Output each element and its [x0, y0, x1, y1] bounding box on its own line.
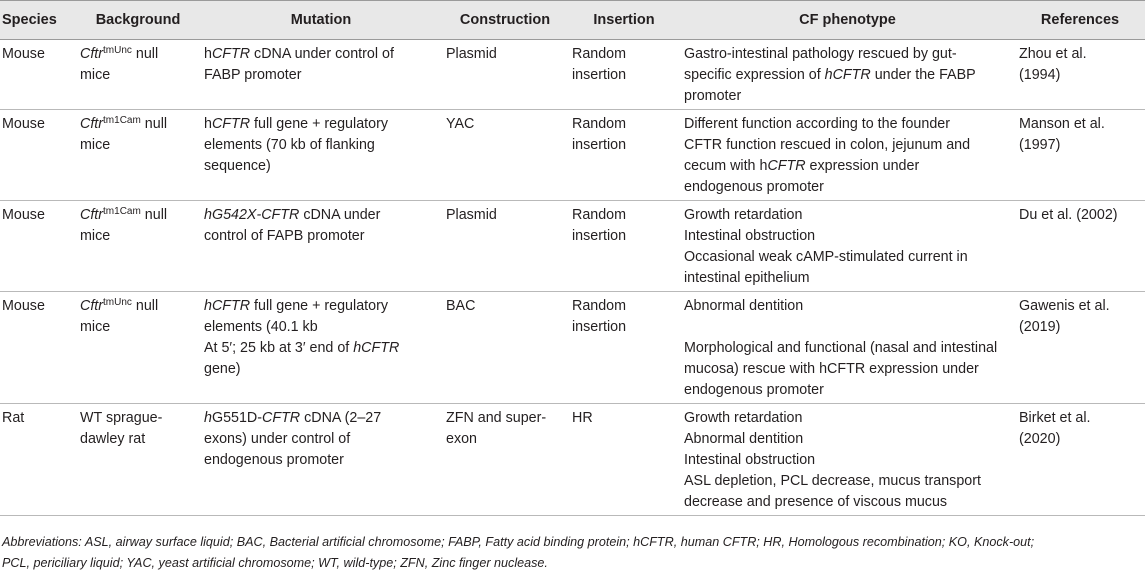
cell-mutation: hG551D-CFTR cDNA (2–27 exons) under control of endogenous promoter [200, 404, 442, 516]
cell-construction: Plasmid [442, 201, 568, 292]
cell-background: WT sprague- dawley rat [76, 404, 200, 516]
table-row [0, 201, 1145, 292]
cell-insertion: Random insertion [568, 40, 680, 110]
cell-insertion: Random insertion [568, 292, 680, 404]
cell-phenotype: Abnormal dentition Morphological and functional (nasal and intestinal mucosa) rescue with hCFTR expression under endogenous promoter [680, 292, 1015, 404]
table-row [0, 40, 1145, 110]
cell-background: Cftr$^{tm1Cam}$ null mice [76, 201, 200, 292]
cell-construction: BAC [442, 292, 568, 404]
cell-species: Mouse [0, 292, 76, 404]
cell-mutation: hG542X-CFTR cDNA under control of FAPB promoter [200, 201, 442, 292]
cell-references: Gawenis et al. (2019) [1015, 292, 1145, 404]
cell-insertion: Random insertion [568, 110, 680, 201]
cell-phenotype: Growth retardation Intestinal obstruction Occasional weak cAMP-stimulated current in intestinal epithelium [680, 201, 1015, 292]
cell-construction: Plasmid [442, 40, 568, 110]
cell-background: Cftr$^{tm1Cam}$ null mice [76, 110, 200, 201]
cell-references: Manson et al. (1997) [1015, 110, 1145, 201]
cell-background: Cftr$^{tmUnc}$ null mice [76, 40, 200, 110]
header-construction: Construction [442, 1, 568, 40]
cell-construction: ZFN and super- exon [442, 404, 568, 516]
header-row [0, 1, 1145, 40]
cell-insertion: HR [568, 404, 680, 516]
cell-species: Mouse [0, 40, 76, 110]
cell-phenotype: Growth retardation Abnormal dentition Intestinal obstruction ASL depletion, PCL decrease, mucus transport decrease and presence of viscous mucus [680, 404, 1015, 516]
cell-insertion: Random insertion [568, 201, 680, 292]
header-insertion: Insertion [568, 1, 680, 40]
cell-mutation: hCFTR full gene + regulatory elements (70 kb of flanking sequence) [200, 110, 442, 201]
cell-mutation: hCFTR cDNA under control of FABP promoter [200, 40, 442, 110]
header-references: References [1015, 1, 1145, 40]
abbreviations-footnote [2, 532, 1143, 574]
abbreviations-line-1: Abbreviations: ASL, airway surface liquid; BAC, Bacterial artificial chromosome; FABP, Fatty acid binding protein; hCFTR, human CFTR; HR, Homologous recombination; KO, Knock-out; [2, 535, 1035, 549]
header-phenotype: CF phenotype [680, 1, 1015, 40]
header-species: Species [0, 1, 76, 40]
cell-phenotype: Gastro-intestinal pathology rescued by gut- specific expression of hCFTR under the FABP promoter [680, 40, 1015, 110]
table-row [0, 110, 1145, 201]
table-row [0, 292, 1145, 404]
cell-background: Cftr$^{tmUnc}$ null mice [76, 292, 200, 404]
cell-species: Rat [0, 404, 76, 516]
table-row [0, 404, 1145, 516]
cell-references: Zhou et al. (1994) [1015, 40, 1145, 110]
cell-construction: YAC [442, 110, 568, 201]
header-mutation: Mutation [200, 1, 442, 40]
cell-species: Mouse [0, 110, 76, 201]
cell-species: Mouse [0, 201, 76, 292]
cell-references: Du et al. (2002) [1015, 201, 1145, 292]
cell-mutation: hCFTR full gene + regulatory elements (40.1 kb At 5′; 25 kb at 3′ end of hCFTR gene) [200, 292, 442, 404]
header-background: Background [76, 1, 200, 40]
abbreviations-line-2: PCL, periciliary liquid; YAC, yeast artificial chromosome; WT, wild-type; ZFN, Zinc finger nuclease. [2, 556, 548, 570]
cell-references: Birket et al. (2020) [1015, 404, 1145, 516]
cell-phenotype: Different function according to the founder CFTR function rescued in colon, jejunum and cecum with hCFTR expression under endogenous promoter [680, 110, 1015, 201]
